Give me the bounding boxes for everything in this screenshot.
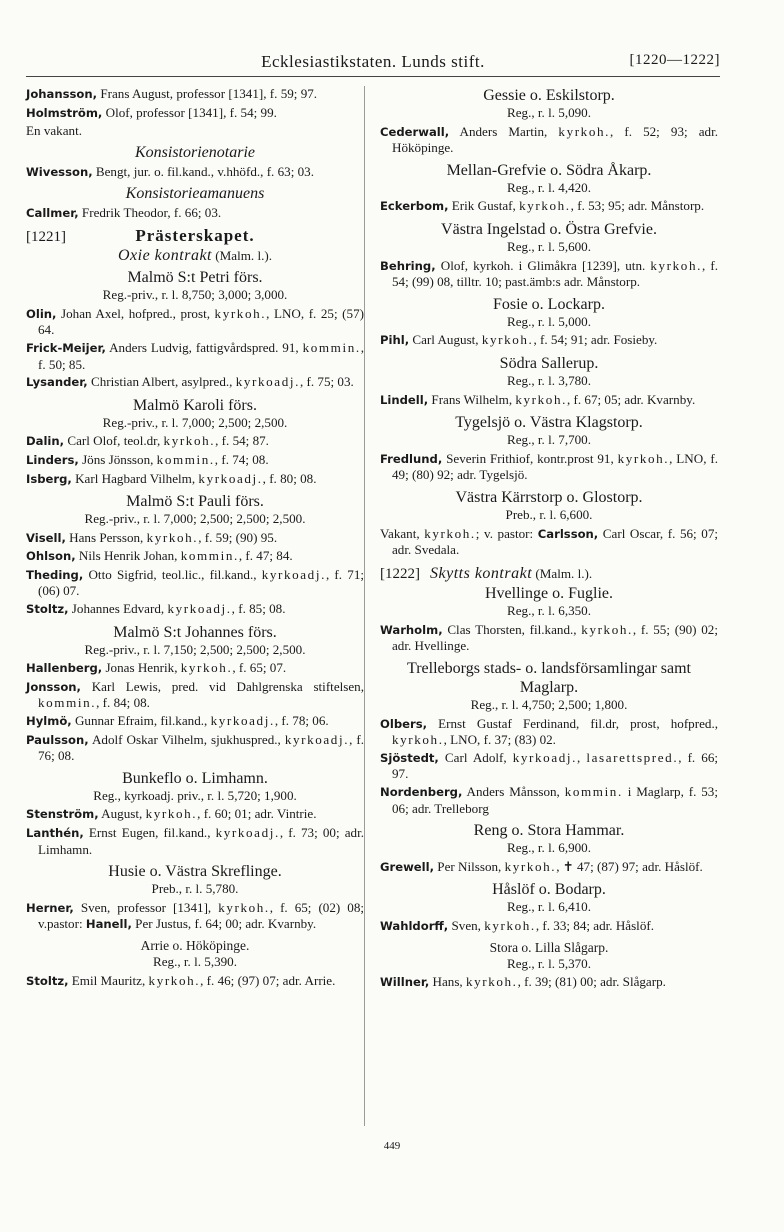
entry: Visell, Hans Persson, kyrkoh., f. 59; (90) 95.	[26, 529, 278, 545]
parish-regulation: Reg., r. l. 7,700.	[506, 432, 592, 448]
header-title: Ecklesiastikstaten. Lunds stift.	[261, 52, 485, 71]
entry: Nordenberg, Anders Månsson, kommin. i Maglarp, f. 53; 06; adr. Trelleborg	[380, 784, 718, 816]
person-name: Warholm,	[380, 622, 443, 637]
parish-heading: Västra Ingelstad o. Östra Grefvie.	[441, 220, 657, 238]
entry: Grewell, Per Nilsson, kyrkoh., ✝ 47; (87) 97; adr. Håslöf.	[380, 858, 703, 874]
entry: Hylmö, Gunnar Efraim, fil.kand., kyrkoadj., f. 78; 06.	[26, 713, 329, 729]
parish-regulation: Reg., r. l. 5,600.	[506, 238, 592, 254]
right-column	[380, 86, 718, 993]
person-name: Jonsson,	[26, 679, 81, 694]
parish-regulation: Reg., r. l. 3,780.	[506, 372, 592, 388]
person-name: Wahldorff,	[380, 919, 449, 933]
section-heading	[26, 225, 364, 246]
parish-regulation: Reg., r. l. 6,900.	[506, 840, 592, 856]
entry: Pihl, Carl August, kyrkoh., f. 54; 91; adr. Fosieby.	[380, 332, 658, 348]
parish-regulation: Reg., r. l. 4,420.	[506, 179, 592, 195]
parish-heading: Södra Sallerup.	[499, 354, 599, 372]
person-name: Dalin,	[26, 434, 65, 449]
entry: Isberg, Karl Hagbard Vilhelm, kyrkoadj., f. 80; 08.	[26, 470, 317, 486]
section-title: Prästerskapet.	[135, 225, 255, 245]
parish-heading: Hvellinge o. Fuglie.	[485, 585, 613, 603]
parish-heading: Trelleborgs stads- o. landsförsamlingar samt Maglarp.	[407, 660, 691, 697]
person-name: Pihl,	[380, 333, 410, 348]
entry: Lysander, Christian Albert, asylpred., kyrkoadj., f. 75; 03.	[26, 374, 354, 390]
person-name: Fredlund,	[380, 451, 443, 466]
parish-heading: Arrie o. Hököpinge.	[140, 937, 250, 953]
person-name: Callmer,	[26, 206, 79, 221]
parish-heading: Tygelsjö o. Västra Klagstorp.	[455, 414, 643, 432]
entry: Hallenberg, Jonas Henrik, kyrkoh., f. 65; 07.	[26, 660, 287, 676]
entry: En vakant.	[26, 123, 82, 139]
parish-regulation: Reg., kyrkoadj. priv., r. l. 5,720; 1,900.	[93, 787, 297, 803]
parish-heading: Bunkeflo o. Limhamn.	[122, 769, 268, 787]
parish-heading: Håslöf o. Bodarp.	[492, 881, 606, 899]
person-name: Nordenberg,	[380, 785, 463, 800]
parish-regulation: Reg.-priv., r. l. 8,750; 3,000; 3,000.	[102, 287, 288, 303]
person-name: Visell,	[26, 530, 66, 545]
parish-heading: Husie o. Västra Skreflinge.	[108, 863, 282, 881]
section-number: [1221]	[26, 228, 66, 245]
person-name: Theding,	[26, 567, 84, 582]
parish-regulation: Reg.-priv., r. l. 7,000; 2,500; 2,500; 2,500.	[84, 511, 306, 527]
person-name: Frick-Meijer,	[26, 340, 106, 355]
parish-heading: Fosie o. Lockarp.	[493, 295, 605, 313]
entry: Stenström, August, kyrkoh., f. 60; 01; adr. Vintrie.	[26, 806, 317, 822]
parish-heading: Malmö S:t Petri förs.	[127, 269, 263, 287]
person-name: Isberg,	[26, 471, 72, 486]
person-name: Johansson,	[26, 87, 98, 101]
page-number: 449	[383, 1140, 401, 1152]
person-name: Sjöstedt,	[380, 750, 439, 765]
entry: Theding, Otto Sigfrid, teol.lic., fil.kand., kyrkoadj., f. 71; (06) 07.	[26, 566, 365, 599]
person-name: Linders,	[26, 452, 79, 467]
subsection-heading: Konsistorienotarie	[134, 143, 255, 161]
parish-heading: Gessie o. Eskilstorp.	[483, 87, 615, 104]
entry: Olbers, Ernst Gustaf Ferdinand, fil.dr, prost, hofpred., kyrkoh., LNO, f. 37; (83) 02.	[380, 715, 718, 748]
entry: Lindell, Frans Wilhelm, kyrkoh., f. 67; 05; adr. Kvarnby.	[380, 391, 696, 407]
person-name: Willner,	[380, 975, 430, 990]
subsection-heading: Konsistorieamanuens	[125, 185, 265, 203]
person-name: Stenström,	[26, 807, 99, 822]
person-name: Herner,	[26, 900, 74, 915]
running-header	[26, 52, 720, 77]
entry: Jonsson, Karl Lewis, pred. vid Dahlgrenska stiftelsen, kommin., f. 84; 08.	[26, 678, 364, 711]
parish-regulation: Preb., r. l. 6,600.	[505, 506, 593, 522]
parish-heading: Reng o. Stora Hammar.	[473, 822, 625, 840]
person-name: Carlsson,	[537, 526, 599, 541]
parish-heading: Malmö Karoli förs.	[133, 396, 257, 414]
person-name: Lanthén,	[26, 826, 84, 840]
header-section-range: [1220—1222]	[629, 52, 720, 68]
person-name: Wivesson,	[26, 164, 93, 179]
parish-regulation: Reg., r. l. 5,370.	[506, 955, 592, 971]
entry: Wahldorff, Sven, kyrkoh., f. 33; 84; adr. Håslöf.	[380, 918, 655, 933]
entry: Johansson, Frans August, professor [1341], f. 59; 97.	[26, 86, 318, 101]
parish-regulation: Reg.-priv., r. l. 7,000; 2,500; 2,500.	[102, 414, 288, 430]
entry: Lanthén, Ernst Eugen, fil.kand., kyrkoadj., f. 73; 00; adr. Limhamn.	[26, 825, 364, 857]
person-name: Holmström,	[26, 105, 103, 120]
entry: Holmström, Olof, professor [1341], f. 54; 99.	[26, 104, 277, 120]
entry: Dalin, Carl Olof, teol.dr, kyrkoh., f. 54; 87.	[26, 433, 269, 449]
entry: Fredlund, Severin Frithiof, kontr.prost 91, kyrkoh., LNO, f. 49; (80) 92; adr. Tygelsjö.	[380, 450, 718, 483]
parish-regulation: Reg., r. l. 5,090.	[506, 105, 592, 120]
entry: Vakant, kyrkoh.; v. pastor: Carlsson, Carl Oscar, f. 56; 07; adr. Svedala.	[380, 525, 719, 558]
parish-regulation: Reg., r. l. 4,750; 2,500; 1,800.	[470, 697, 628, 713]
entry: Stoltz, Emil Mauritz, kyrkoh., f. 46; (97) 07; adr. Arrie.	[26, 972, 336, 988]
entry: Cederwall, Anders Martin, kyrkoh., f. 52; 93; adr. Hököpinge.	[380, 123, 719, 156]
person-name: Grewell,	[380, 859, 435, 874]
entry: Frick-Meijer, Anders Ludvig, fattigvårdspred. 91, kommin., f. 50; 85.	[26, 339, 364, 372]
column-divider	[364, 86, 365, 1126]
entry: Herner, Sven, professor [1341], kyrkoh., f. 65; (02) 08; v.pastor: Hanell, Per Justus, f. 64; 00; adr. Kvarnby.	[26, 899, 364, 932]
parish-regulation: Reg., r. l. 6,350.	[506, 603, 592, 619]
entry: Behring, Olof, kyrkoh. i Glimåkra [1239], utn. kyrkoh., f. 54; (99) 08, tilltr. 10; past.ämb:s adr. Månstorp.	[380, 257, 718, 290]
entry: Callmer, Fredrik Theodor, f. 66; 03.	[26, 205, 222, 221]
kontrakt-heading: Oxie kontrakt (Malm. l.).	[117, 246, 273, 264]
person-name: Eckerbom,	[380, 199, 449, 214]
person-name: Cederwall,	[380, 124, 450, 139]
kontrakt-heading: [1222] Skytts kontrakt (Malm. l.).	[380, 564, 593, 582]
person-name: Stoltz,	[26, 973, 69, 988]
parish-regulation: Reg., r. l. 5,000.	[506, 313, 592, 329]
person-name: Lindell,	[380, 392, 429, 407]
parish-regulation: Reg., r. l. 6,410.	[506, 899, 592, 915]
entry: Linders, Jöns Jönsson, kommin., f. 74; 08.	[26, 451, 269, 467]
entry: Eckerbom, Erik Gustaf, kyrkoh., f. 53; 95; adr. Månstorp.	[380, 198, 705, 214]
entry: Stoltz, Johannes Edvard, kyrkoadj., f. 85; 08.	[26, 601, 286, 617]
person-name: Stoltz,	[26, 602, 69, 617]
parish-heading: Malmö S:t Johannes förs.	[113, 623, 277, 641]
parish-heading: Stora o. Lilla Slågarp.	[489, 939, 609, 955]
person-name: Hylmö,	[26, 714, 72, 729]
parish-heading: Västra Kärrstorp o. Glostorp.	[455, 488, 643, 506]
section-number: [1222]	[380, 565, 420, 582]
person-name: Behring,	[380, 258, 436, 273]
entry: Wivesson, Bengt, jur. o. fil.kand., v.hhöfd., f. 63; 03.	[26, 163, 314, 179]
parish-regulation: Reg., r. l. 5,390.	[152, 953, 238, 969]
entry: Ohlson, Nils Henrik Johan, kommin., f. 47; 84.	[26, 548, 293, 564]
entry: Paulsson, Adolf Oskar Vilhelm, sjukhuspred., kyrkoadj., f. 76; 08.	[26, 731, 364, 764]
parish-regulation: Reg.-priv., r. l. 7,150; 2,500; 2,500; 2,500.	[84, 641, 306, 657]
parish-heading: Malmö S:t Pauli förs.	[126, 493, 264, 511]
entry: Sjöstedt, Carl Adolf, kyrkoadj., lasarettspred., f. 66; 97.	[380, 749, 719, 782]
person-name: Lysander,	[26, 375, 88, 390]
person-name: Paulsson,	[26, 732, 89, 747]
person-name: Olin,	[26, 306, 57, 321]
deceased-cross-icon: ✝	[562, 858, 574, 874]
parish-heading: Mellan-Grefvie o. Södra Åkarp.	[446, 161, 652, 179]
person-name: Ohlson,	[26, 549, 76, 564]
person-name: Hanell,	[85, 917, 132, 932]
parish-regulation: Preb., r. l. 5,780.	[151, 881, 239, 897]
entry: Willner, Hans, kyrkoh., f. 39; (81) 00; adr. Slågarp.	[380, 974, 666, 990]
person-name: Olbers,	[380, 716, 428, 731]
left-column	[26, 86, 364, 991]
entry: Olin, Johan Axel, hofpred., prost, kyrkoh., LNO, f. 25; (57) 64.	[26, 305, 364, 338]
entry: Warholm, Clas Thorsten, fil.kand., kyrkoh., f. 55; (90) 02; adr. Hvellinge.	[380, 621, 718, 654]
person-name: Hallenberg,	[26, 661, 103, 676]
